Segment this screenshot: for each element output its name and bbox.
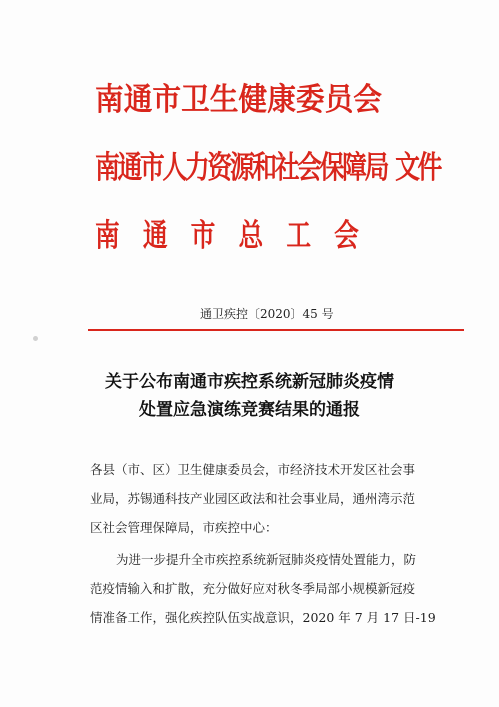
document-number: 通卫疾控〔2020〕45 号 (200, 307, 334, 321)
body-line: 区社会管理保障局，市疾控中心： (90, 520, 278, 535)
issuer-document-word: 文件 (395, 150, 440, 186)
body-line: 范疫情输入和扩散，充分做好应对秋冬季局部小规模新冠疫 (90, 581, 416, 596)
document-title-line-1: 关于公布南通市疾控系统新冠肺炎疫情 (105, 372, 394, 392)
body-line: 情准备工作，强化疾控队伍实战意识，2020 年 7 月 17 日-19 (90, 610, 436, 625)
document-title-line-2: 处置应急演练竞赛结果的通报 (139, 400, 360, 420)
red-separator-rule (88, 329, 464, 331)
issuer-hr-bureau-name: 南通市人力资源和社会保障局 (95, 150, 388, 186)
body-line: 业局，苏锡通科技产业园区政法和社会事业局，通州湾示范 (90, 491, 416, 506)
issuer-line-trade-union: 南通市总工会 (95, 218, 382, 254)
body-line: 各县（市、区）卫生健康委员会，市经济技术开发区社会事 (90, 462, 416, 477)
scan-speck (33, 336, 38, 341)
issuer-line-health-commission: 南通市卫生健康委员会 (95, 82, 382, 118)
body-line: 为进一步提升全市疾控系统新冠肺炎疫情处置能力，防 (116, 552, 417, 567)
issuer-line-hr-bureau (95, 150, 440, 186)
